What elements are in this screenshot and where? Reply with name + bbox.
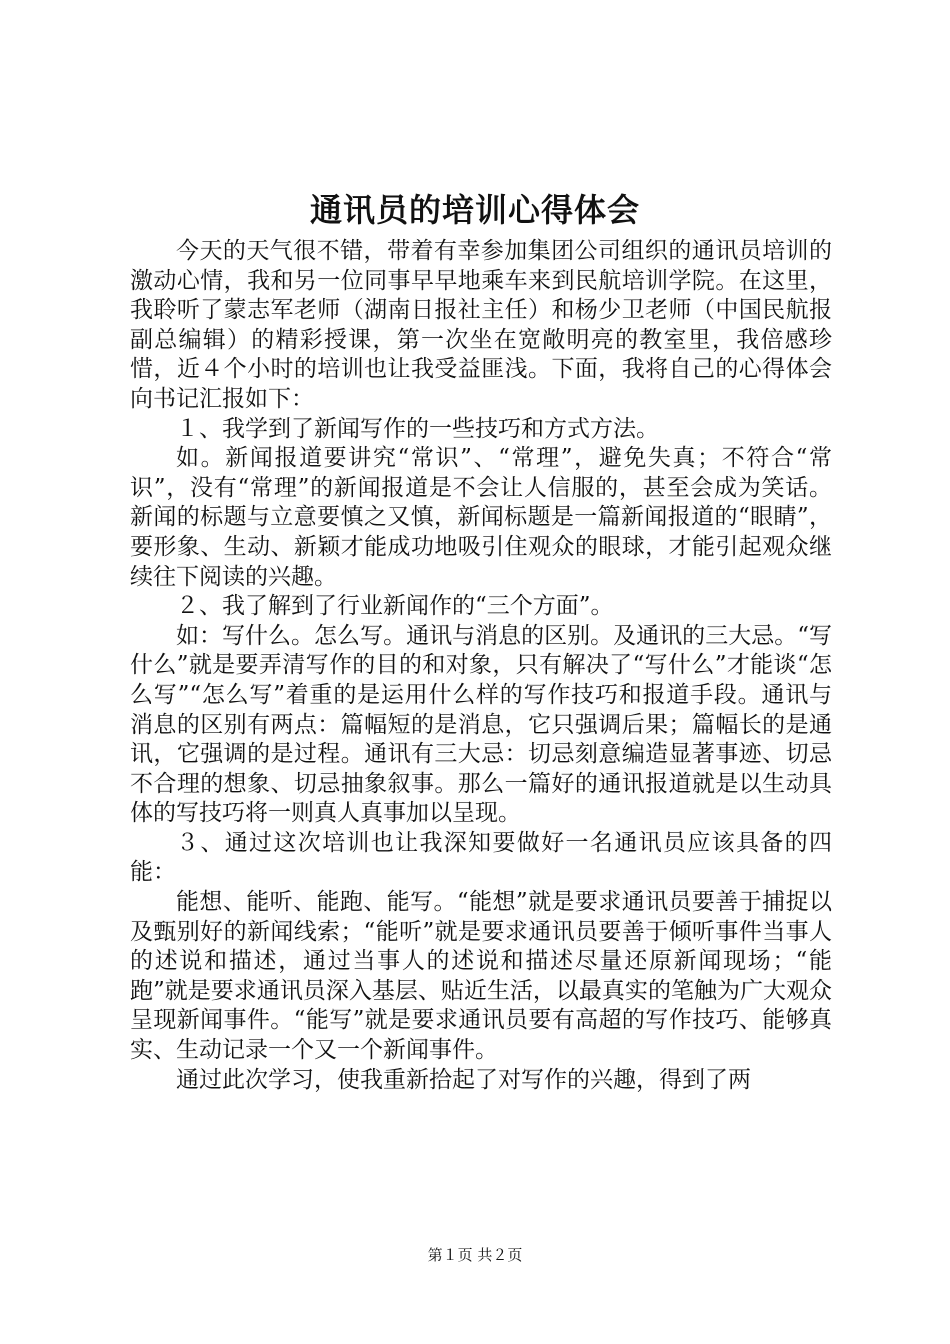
paragraph-point-1-detail: 如。新闻报道要讲究“常识”、“常理”，避免失真；不符合“常识”，没有“常理”的新闻报道是不会让人信服的，甚至会成为笑话。新闻的标题与立意要慎之又慎，新闻标题是一篇新闻报道的“眼睛”，要形象、生动、新颖才能成功地吸引住观众的眼球，才能引起观众继续往下阅读的兴趣。 [130, 445, 832, 590]
paragraph-point-1-heading: １、我学到了新闻写作的一些技巧和方式方法。 [176, 415, 659, 442]
page-number-footer: 第１页 共２页 [427, 1246, 523, 1264]
paragraph-point-3-heading: ３、通过这次培训也让我深知要做好一名通讯员应该具备的四能： [130, 829, 832, 886]
paragraph-point-2-detail: 如：写什么。怎么写。通讯与消息的区别。及通讯的三大忌。“写什么”就是要弄清写作的目的和对象，只有解决了“写什么”才能谈“怎么写”“怎么写”着重的是运用什么样的写作技巧和报道手段。通讯与消息的区别有两点：篇幅短的是消息，它只强调后果；篇幅长的是通讯，它强调的是过程。通讯有三大忌：切忌刻意编造显著事迹、切忌不合理的想象、切忌抽象叙事。那么一篇好的通讯报道就是以生动具体的写技巧将一则真人真事加以呈现。 [130, 622, 832, 827]
paragraph-conclusion: 通过此次学习，使我重新拾起了对写作的兴趣，得到了两 [176, 1066, 751, 1093]
paragraph-intro: 今天的天气很不错，带着有幸参加集团公司组织的通讯员培训的激动心情，我和另一位同事早早地乘车来到民航培训学院。在这里，我聆听了蒙志军老师（湖南日报社主任）和杨少卫老师（中国民航报副总编辑）的精彩授课，第一次坐在宽敞明亮的教室里，我倍感珍惜，近４个小时的培训也让我受益匪浅。下面，我将自己的心得体会向书记汇报如下： [130, 238, 832, 412]
document-body [130, 237, 832, 1095]
document-title: 通讯员的培训心得体会 [309, 191, 640, 229]
paragraph-point-2-heading: ２、我了解到了行业新闻作的“三个方面”。 [176, 593, 614, 620]
paragraph-point-3-detail: 能想、能听、能跑、能写。“能想”就是要求通讯员要善于捕捉以及甄别好的新闻线索；“能听”就是要求通讯员要善于倾听事件当事人的述说和描述，通过当事人的述说和描述尽量还原新闻现场；“能跑”就是要求通讯员深入基层、贴近生活，以最真实的笔触为广大观众呈现新闻事件。“能写”就是要求通讯员要有高超的写作技巧、能够真实、生动记录一个又一个新闻事件。 [130, 889, 832, 1064]
